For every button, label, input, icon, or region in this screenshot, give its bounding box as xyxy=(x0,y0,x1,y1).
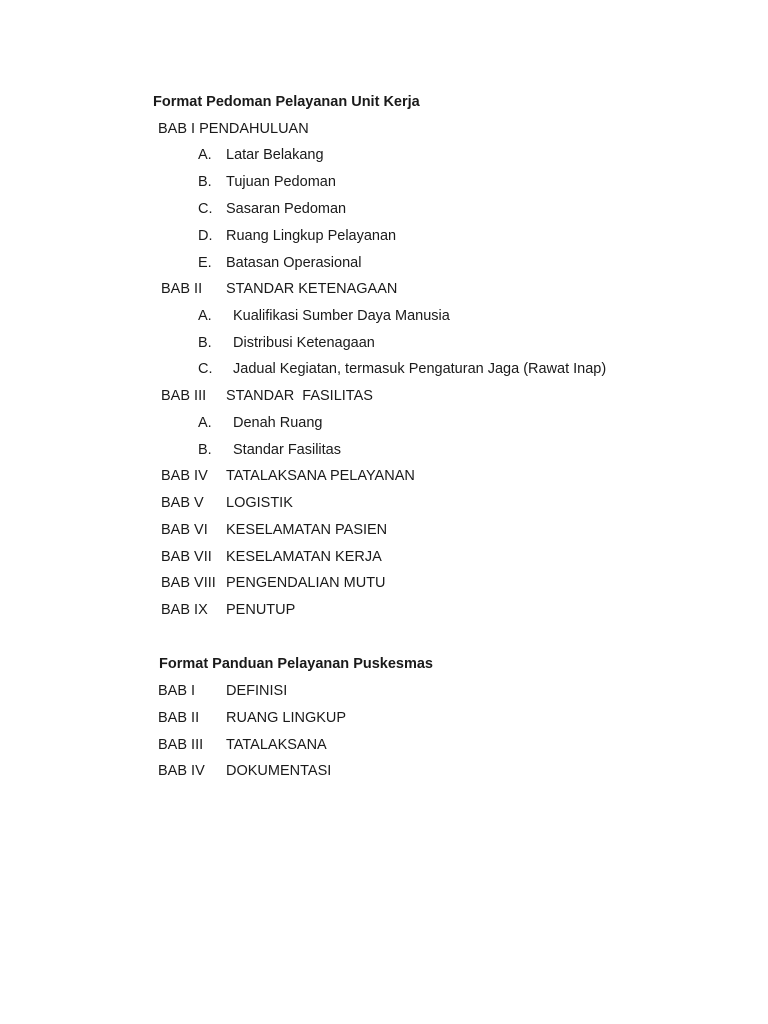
bab1-item-letter: E. xyxy=(198,255,212,271)
chapter-number: BAB II xyxy=(158,710,200,726)
bab2-item-letter: A. xyxy=(198,308,212,324)
section2-title: Format Panduan Pelayanan Puskesmas xyxy=(159,656,433,672)
chapter-title: PENGENDALIAN MUTU xyxy=(226,575,386,591)
bab3-item-text: Denah Ruang xyxy=(233,415,323,431)
chapter-title: TATALAKSANA xyxy=(226,737,327,753)
bab3-item-letter: A. xyxy=(198,415,212,431)
chapter-number: BAB IX xyxy=(161,602,208,618)
chapter-title: LOGISTIK xyxy=(226,495,293,511)
section1-title: Format Pedoman Pelayanan Unit Kerja xyxy=(153,94,420,110)
bab1-item-letter: A. xyxy=(198,147,212,163)
chapter-title: TATALAKSANA PELAYANAN xyxy=(226,468,415,484)
bab3-item-letter: B. xyxy=(198,442,212,458)
bab1-item-text: Tujuan Pedoman xyxy=(226,174,336,190)
bab2-item-letter: B. xyxy=(198,335,212,351)
bab2-item-text: Jadual Kegiatan, termasuk Pengaturan Jaga (Rawat Inap) xyxy=(233,361,607,377)
bab3-number: BAB III xyxy=(161,388,207,404)
chapter-title: DEFINISI xyxy=(226,683,288,699)
bab1-item-letter: C. xyxy=(198,201,213,217)
chapter-number: BAB I xyxy=(158,683,196,699)
bab2-number: BAB II xyxy=(161,281,203,297)
chapter-number: BAB III xyxy=(158,737,204,753)
chapter-title: KESELAMATAN KERJA xyxy=(226,549,382,565)
bab1-item-text: Sasaran Pedoman xyxy=(226,201,347,217)
bab3-title: STANDAR FASILITAS xyxy=(226,388,373,404)
chapter-number: BAB IV xyxy=(161,468,208,484)
bab1-heading: BAB I PENDAHULUAN xyxy=(158,121,309,137)
chapter-title: RUANG LINGKUP xyxy=(226,710,347,726)
bab2-title: STANDAR KETENAGAAN xyxy=(226,281,398,297)
bab1-item-text: Batasan Operasional xyxy=(226,255,362,271)
bab1-item-letter: D. xyxy=(198,228,213,244)
bab1-item-letter: B. xyxy=(198,174,212,190)
bab2-item-text: Kualifikasi Sumber Daya Manusia xyxy=(233,308,450,324)
chapter-number: BAB VI xyxy=(161,522,208,538)
chapter-number: BAB VII xyxy=(161,549,212,565)
chapter-title: PENUTUP xyxy=(226,602,296,618)
bab1-item-text: Ruang Lingkup Pelayanan xyxy=(226,228,397,244)
bab2-item-text: Distribusi Ketenagaan xyxy=(233,335,375,351)
chapter-number: BAB V xyxy=(161,495,204,511)
chapter-number: BAB IV xyxy=(158,763,205,779)
chapter-number: BAB VIII xyxy=(161,575,216,591)
bab1-item-text: Latar Belakang xyxy=(226,147,324,163)
chapter-title: KESELAMATAN PASIEN xyxy=(226,522,388,538)
bab2-item-letter: C. xyxy=(198,361,213,377)
chapter-title: DOKUMENTASI xyxy=(226,763,332,779)
bab3-item-text: Standar Fasilitas xyxy=(233,442,341,458)
